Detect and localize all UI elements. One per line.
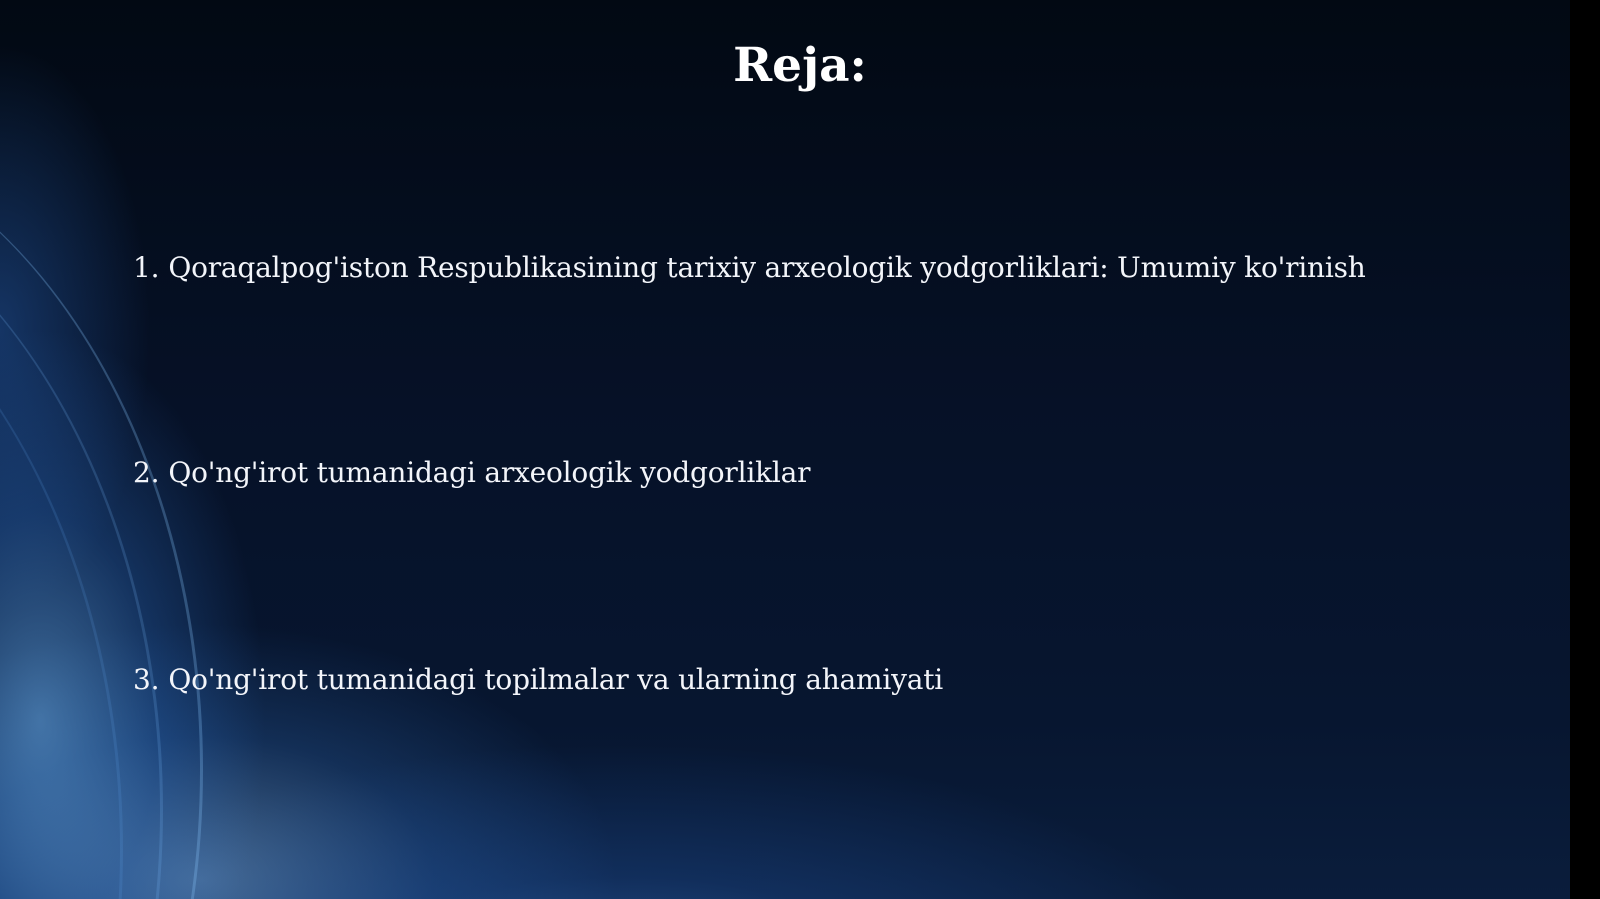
slide-title: Reja: xyxy=(733,38,867,93)
decorative-light-streak xyxy=(0,120,203,899)
decorative-light-streak xyxy=(0,200,123,899)
plan-item-text: Qo'ng'irot tumanidagi topilmalar va ularning ahamiyati xyxy=(168,663,944,696)
plan-item-1 xyxy=(133,251,1366,284)
plan-item-text: Qo'ng'irot tumanidagi arxeologik yodgorliklar xyxy=(168,456,811,489)
plan-item-2 xyxy=(133,456,810,489)
plan-item-text: Qoraqalpog'iston Respublikasining tarixiy arxeologik yodgorliklari: Umumiy ko'rinish xyxy=(168,251,1366,284)
plan-item-number: 3. xyxy=(133,663,160,696)
slide-right-edge xyxy=(1570,0,1600,899)
plan-item-3 xyxy=(133,663,943,696)
plan-item-number: 2. xyxy=(133,456,160,489)
plan-item-number: 1. xyxy=(133,251,160,284)
